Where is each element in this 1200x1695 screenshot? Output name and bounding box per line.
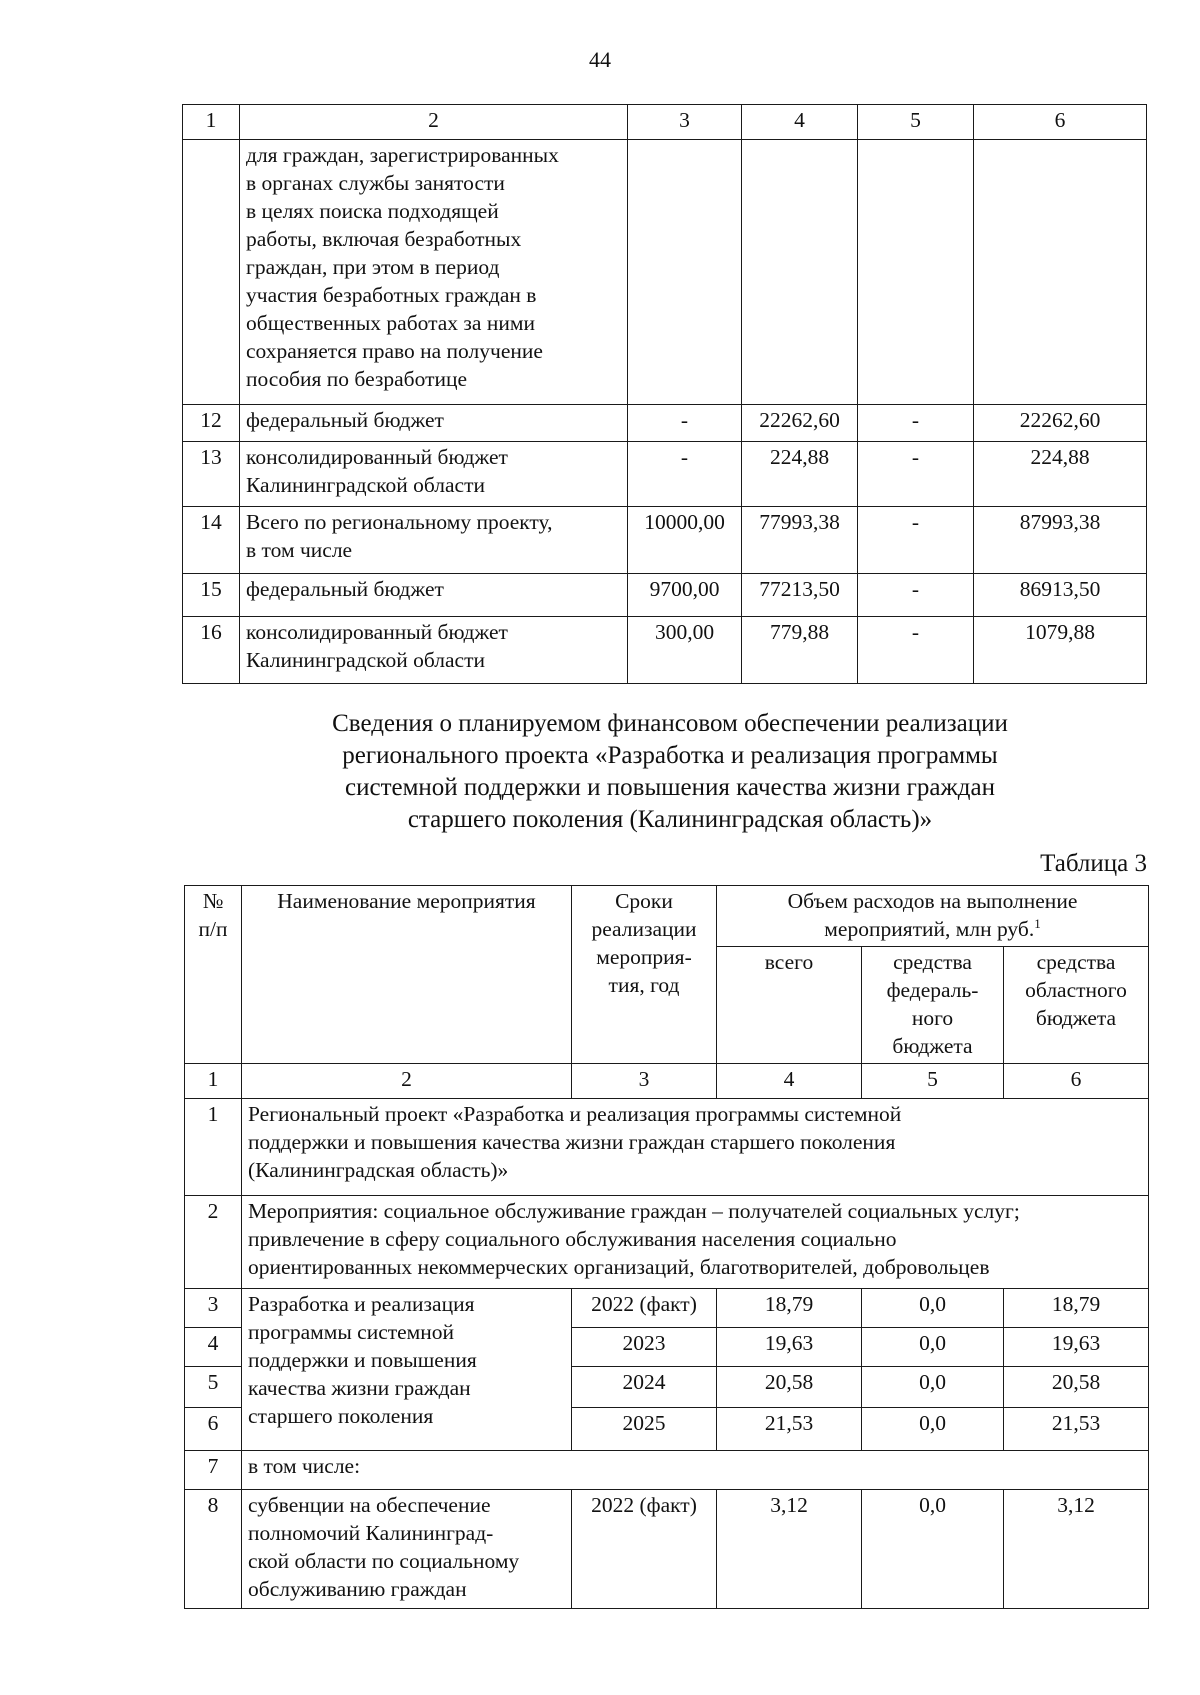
value-col5: -	[858, 507, 974, 574]
row-number: 8	[185, 1489, 242, 1608]
text-line: привлечение в сферу социального обслуживания населения социально	[248, 1226, 897, 1251]
footnote-marker: 1	[1034, 915, 1041, 931]
text-line: п/п	[198, 916, 228, 941]
table-row	[183, 507, 1147, 574]
text-line: (Калининградская область)»	[248, 1157, 509, 1182]
column-number: 5	[862, 1063, 1004, 1098]
year: 2024	[572, 1366, 717, 1407]
header-period	[572, 886, 717, 1064]
value-col4: 77993,38	[742, 507, 858, 574]
text-line: старшего поколения	[248, 1403, 434, 1428]
funding-table-continued	[182, 104, 1147, 684]
title-line: Сведения о планируемом финансовом обеспечении реализации	[332, 710, 1008, 737]
text-line: программы системной	[248, 1319, 455, 1344]
value-col5: -	[858, 442, 974, 507]
column-number: 4	[717, 1063, 862, 1098]
text-line: обслуживанию граждан	[248, 1576, 467, 1601]
column-number: 2	[240, 105, 628, 140]
text-line: в целях поиска подходящей	[246, 198, 499, 223]
column-number: 6	[1004, 1063, 1149, 1098]
text-line: ской области по социальному	[248, 1548, 520, 1573]
row-number: 16	[183, 617, 240, 684]
value-federal: 0,0	[862, 1327, 1004, 1366]
year: 2022 (факт)	[572, 1489, 717, 1608]
column-number: 3	[628, 105, 742, 140]
column-number: 6	[974, 105, 1147, 140]
value-total: 20,58	[717, 1366, 862, 1407]
title-line: регионального проекта «Разработка и реализация программы	[342, 742, 998, 769]
text-line: средства	[893, 949, 972, 974]
table-row	[185, 1195, 1149, 1288]
value-total: 18,79	[717, 1288, 862, 1327]
value-col6: 22262,60	[974, 405, 1147, 442]
table-row	[183, 574, 1147, 617]
text-line: Сроки	[615, 889, 673, 913]
row-number: 7	[185, 1450, 242, 1489]
numbers-row	[185, 1063, 1149, 1098]
text-line: Разработка и реализация	[248, 1291, 475, 1316]
row-description	[240, 140, 628, 405]
year: 2023	[572, 1327, 717, 1366]
text-line: бюджета	[1035, 1005, 1117, 1030]
table-row	[185, 1489, 1149, 1608]
value-col6: 224,88	[974, 442, 1147, 507]
empty-cell	[858, 140, 974, 405]
empty-cell	[742, 140, 858, 405]
value-col5: -	[858, 574, 974, 617]
value-regional: 20,58	[1004, 1366, 1149, 1407]
text-line: консолидированный бюджет	[246, 620, 508, 644]
table-row	[185, 1098, 1149, 1195]
text-line: бюджета	[892, 1033, 973, 1058]
year: 2022 (факт)	[572, 1288, 717, 1327]
value-regional: 19,63	[1004, 1327, 1149, 1366]
header-volume	[717, 886, 1149, 947]
section-title	[200, 708, 1140, 836]
text-line: федераль-	[886, 977, 979, 1002]
row-number: 5	[185, 1366, 242, 1407]
text-line: участия безработных граждан в	[246, 282, 537, 307]
header-name: Наименование мероприятия	[242, 886, 572, 1064]
text-line: Всего по региональному проекту,	[246, 510, 553, 534]
value-col3: 300,00	[628, 617, 742, 684]
text-line: субвенции на обеспечение	[248, 1492, 491, 1517]
table-row	[183, 442, 1147, 507]
header-federal	[862, 946, 1004, 1063]
value-federal: 0,0	[862, 1366, 1004, 1407]
table-row	[183, 140, 1147, 405]
table-row	[185, 1288, 1149, 1327]
text-line: тия, год	[608, 972, 680, 997]
row-name	[240, 507, 628, 574]
value-col4: 779,88	[742, 617, 858, 684]
row-number: 15	[183, 574, 240, 617]
year: 2025	[572, 1407, 717, 1450]
row-number: 13	[183, 442, 240, 507]
column-number: 4	[742, 105, 858, 140]
text-line	[723, 916, 1142, 944]
text-span: мероприятий, млн руб.	[824, 916, 1035, 941]
text-line: Мероприятия: социальное обслуживание граждан – получателей социальных услуг;	[248, 1198, 1020, 1223]
row-number: 4	[185, 1327, 242, 1366]
value-regional: 3,12	[1004, 1489, 1149, 1608]
value-col5: -	[858, 405, 974, 442]
text-line: областного	[1025, 977, 1127, 1002]
row-text	[242, 1098, 1149, 1195]
funding-table-3	[184, 885, 1149, 1609]
text-line: Региональный проект «Разработка и реализация программы системной	[248, 1101, 902, 1126]
column-number: 5	[858, 105, 974, 140]
value-col6: 1079,88	[974, 617, 1147, 684]
value-col3: -	[628, 442, 742, 507]
row-number: 1	[185, 1098, 242, 1195]
text-line: федеральный бюджет	[246, 577, 444, 601]
table-row	[183, 405, 1147, 442]
text-line: поддержки и повышения качества жизни граждан старшего поколения	[248, 1129, 896, 1154]
row-name	[240, 442, 628, 507]
text-line: в том числе	[246, 537, 353, 562]
row-number: 2	[185, 1195, 242, 1288]
row-number: 6	[185, 1407, 242, 1450]
value-col6: 87993,38	[974, 507, 1147, 574]
value-col3: 10000,00	[628, 507, 742, 574]
text-line: общественных работах за ними	[246, 310, 535, 335]
column-number: 1	[185, 1063, 242, 1098]
text-line: Калининградской области	[246, 647, 485, 672]
row-number: 3	[185, 1288, 242, 1327]
column-number: 2	[242, 1063, 572, 1098]
text-line: поддержки и повышения	[248, 1347, 477, 1372]
text-line: для граждан, зарегистрированных	[246, 143, 559, 167]
text-line: ориентированных некоммерческих организаций, благотворителей, добровольцев	[248, 1254, 990, 1279]
value-col4: 224,88	[742, 442, 858, 507]
text-line: полномочий Калининград-	[248, 1520, 494, 1545]
title-line: старшего поколения (Калининградская область)»	[407, 806, 933, 833]
column-number: 3	[572, 1063, 717, 1098]
table-caption: Таблица 3	[1040, 850, 1147, 877]
text-line: работы, включая безработных	[246, 226, 522, 251]
value-federal: 0,0	[862, 1407, 1004, 1450]
text-line: граждан, при этом в период	[246, 254, 500, 279]
header-number	[185, 886, 242, 1064]
value-total: 21,53	[717, 1407, 862, 1450]
row-number: 14	[183, 507, 240, 574]
header-regional	[1004, 946, 1149, 1063]
header-total: всего	[717, 946, 862, 1063]
text-line: качества жизни граждан	[248, 1375, 471, 1400]
value-col6: 86913,50	[974, 574, 1147, 617]
row-name	[240, 574, 628, 617]
title-line: системной поддержки и повышения качества жизни граждан	[345, 774, 995, 801]
table-row	[185, 1450, 1149, 1489]
page-number: 44	[589, 47, 611, 72]
value-total: 19,63	[717, 1327, 862, 1366]
text-line: в органах службы занятости	[246, 170, 505, 195]
value-regional: 21,53	[1004, 1407, 1149, 1450]
text-line: Калининградской области	[246, 472, 485, 497]
text-line: средства	[1036, 949, 1116, 974]
text-line: мероприя-	[596, 944, 692, 969]
row-name	[240, 405, 628, 442]
value-regional: 18,79	[1004, 1288, 1149, 1327]
header-row	[185, 886, 1149, 947]
row-number	[183, 140, 240, 405]
value-col3: 9700,00	[628, 574, 742, 617]
column-number: 1	[183, 105, 240, 140]
row-text	[242, 1195, 1149, 1288]
value-col5: -	[858, 617, 974, 684]
text-line: консолидированный бюджет	[246, 445, 508, 469]
row-number: 12	[183, 405, 240, 442]
table-row	[183, 617, 1147, 684]
text-line: пособия по безработице	[246, 366, 468, 391]
value-col4: 77213,50	[742, 574, 858, 617]
text-line: ного	[911, 1005, 954, 1030]
text-line: реализации	[591, 916, 697, 941]
text-line: №	[202, 889, 224, 913]
header-row	[183, 105, 1147, 140]
text-line: сохраняется право на получение	[246, 338, 543, 363]
text-line: Объем расходов на выполнение	[787, 889, 1078, 913]
value-col4: 22262,60	[742, 405, 858, 442]
program-name	[242, 1288, 572, 1450]
empty-cell	[628, 140, 742, 405]
row-text: в том числе:	[242, 1450, 1149, 1489]
row-name	[242, 1489, 572, 1608]
value-total: 3,12	[717, 1489, 862, 1608]
value-federal: 0,0	[862, 1489, 1004, 1608]
text-line: федеральный бюджет	[246, 408, 444, 432]
empty-cell	[974, 140, 1147, 405]
value-col3: -	[628, 405, 742, 442]
value-federal: 0,0	[862, 1288, 1004, 1327]
row-name	[240, 617, 628, 684]
